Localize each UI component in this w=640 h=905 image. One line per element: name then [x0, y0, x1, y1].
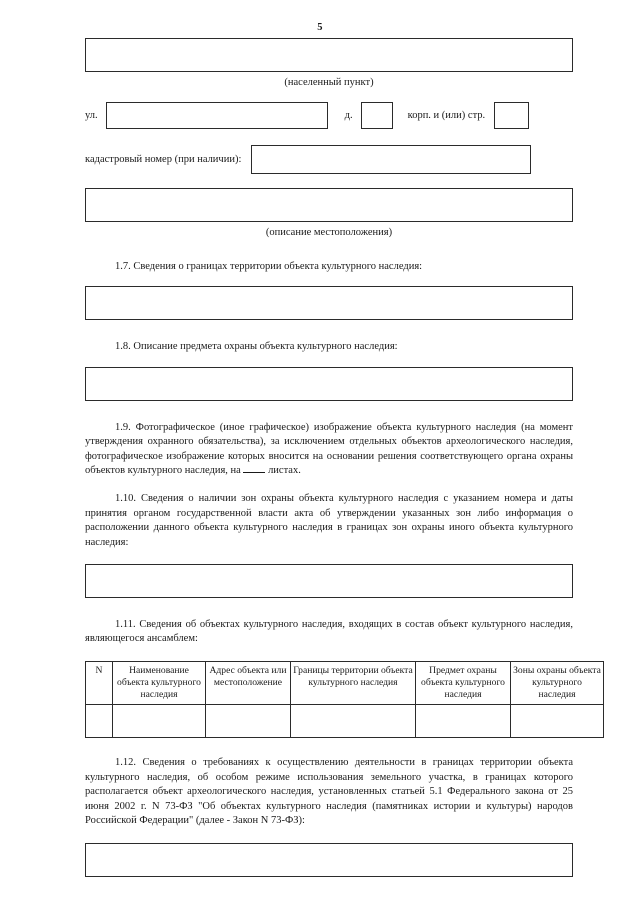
table-header-address: Адрес объекта или местоположение	[206, 661, 291, 705]
section-1-9-tail: листах.	[265, 465, 301, 477]
table-cell-borders[interactable]	[291, 705, 416, 738]
table-cell-zones[interactable]	[511, 705, 604, 738]
house-label: д.	[344, 110, 353, 121]
table-cell-address[interactable]	[206, 705, 291, 738]
table-header-zones: Зоны охраны объекта культурного наследия	[511, 661, 604, 705]
section-1-10-text: 1.10. Сведения о наличии зон охраны объекта культурного наследия с указанием номера и даты принятия органом государственной власти акта об утверждении указанных зон либо информация о расположении данного объекта культурного наследия в границах зон охраны иного объекта культурного наследия:	[85, 493, 573, 548]
section-1-7-text: 1.7. Сведения о границах территории объекта культурного наследия:	[115, 261, 423, 272]
ensemble-table	[85, 661, 604, 739]
table-cell-number[interactable]	[86, 705, 113, 738]
settlement-caption: (населенный пункт)	[284, 77, 374, 88]
building-label: корп. и (или) стр.	[407, 110, 486, 121]
address-row	[85, 102, 573, 129]
cadastral-label: кадастровый номер (при наличии):	[85, 154, 242, 165]
section-1-7-input[interactable]	[85, 286, 573, 320]
building-input[interactable]	[494, 102, 529, 129]
street-input[interactable]	[106, 102, 328, 129]
table-row[interactable]	[86, 705, 604, 738]
location-input[interactable]	[85, 188, 573, 222]
table-header-row	[86, 661, 604, 705]
section-1-12-input[interactable]	[85, 843, 573, 877]
sheets-count-blank[interactable]	[243, 472, 265, 473]
settlement-input[interactable]	[85, 38, 573, 72]
table-cell-name[interactable]	[113, 705, 206, 738]
cadastral-row	[85, 145, 573, 174]
section-1-12-text: 1.12. Сведения о требованиях к осуществлению деятельности в границах территории объекта культурного наследия, об особом режиме использования земельного участка, в границах которого располагается объект археологического наследия, установленных статьей 5.1 Федерального закона от 25 июня 2002 г. N 73-ФЗ "Об объектах культурного наследия (памятниках истории и культуры) народов Российской Федерации" (далее - Закон N 73-ФЗ):	[85, 757, 573, 827]
table-header-name: Наименование объекта культурного наследия	[113, 661, 206, 705]
table-header-subject: Предмет охраны объекта культурного наследия	[416, 661, 511, 705]
section-1-8-input[interactable]	[85, 367, 573, 401]
page-number: 5	[317, 22, 323, 33]
house-input[interactable]	[361, 102, 393, 129]
location-caption: (описание местоположения)	[265, 227, 393, 238]
section-1-9-text	[85, 421, 573, 479]
section-1-9-body: 1.9. Фотографическое (иное графическое) изображение объекта культурного наследия (на момент утверждения охранного обязательства), за исключением отдельных объектов археологического наследия, фотографическое изображение которых вносится на основании решения соответствующего органа охраны объектов культурного наследия, на	[85, 421, 573, 477]
section-1-8-text: 1.8. Описание предмета охраны объекта культурного наследия:	[115, 341, 398, 353]
document-content	[85, 0, 601, 877]
cadastral-input[interactable]	[251, 145, 531, 174]
section-1-11-text: 1.11. Сведения об объектах культурного наследия, входящих в состав объект культурного наследия, являющегося ансамблем:	[85, 619, 573, 645]
section-1-10-input[interactable]	[85, 564, 573, 598]
table-cell-subject[interactable]	[416, 705, 511, 738]
street-label: ул.	[85, 110, 98, 121]
table-header-number: N	[86, 661, 113, 705]
table-header-borders: Границы территории объекта культурного наследия	[291, 661, 416, 705]
